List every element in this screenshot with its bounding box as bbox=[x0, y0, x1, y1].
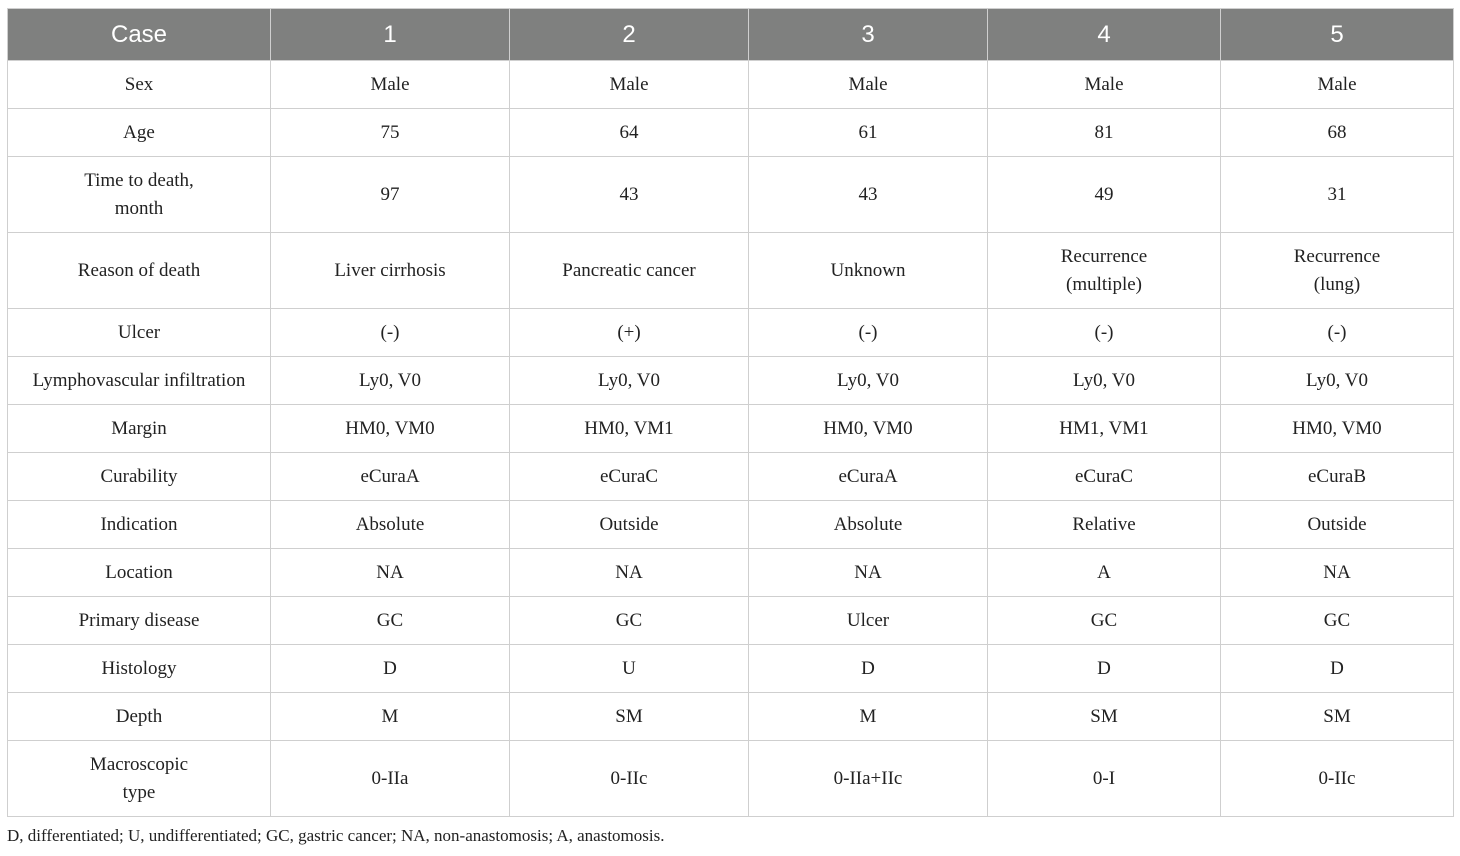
table-cell: NA bbox=[1221, 549, 1454, 597]
row-label-cell: Depth bbox=[8, 693, 271, 741]
table-cell: 61 bbox=[749, 109, 988, 157]
table-cell: Ly0, V0 bbox=[271, 357, 510, 405]
table-cell: D bbox=[271, 645, 510, 693]
table-cell: SM bbox=[988, 693, 1221, 741]
table-cell: 0-IIa bbox=[271, 741, 510, 817]
table-cell: Liver cirrhosis bbox=[271, 233, 510, 309]
table-row bbox=[8, 693, 1454, 741]
table-row bbox=[8, 157, 1454, 233]
table-row bbox=[8, 109, 1454, 157]
table-row bbox=[8, 61, 1454, 109]
table-cell: M bbox=[749, 693, 988, 741]
table-cell: 0-I bbox=[988, 741, 1221, 817]
row-label-cell: Primary disease bbox=[8, 597, 271, 645]
header-row bbox=[8, 9, 1454, 61]
table-cell: 64 bbox=[510, 109, 749, 157]
row-label-cell: Curability bbox=[8, 453, 271, 501]
table-cell: 0-IIa+IIc bbox=[749, 741, 988, 817]
table-cell: 0-IIc bbox=[510, 741, 749, 817]
table-row bbox=[8, 645, 1454, 693]
row-label-cell: Margin bbox=[8, 405, 271, 453]
table-cell: 68 bbox=[1221, 109, 1454, 157]
table-cell: 97 bbox=[271, 157, 510, 233]
table-cell: Male bbox=[1221, 61, 1454, 109]
table-cell: Recurrence (lung) bbox=[1221, 233, 1454, 309]
table-row bbox=[8, 453, 1454, 501]
case-table bbox=[7, 8, 1454, 817]
row-label-cell: Macroscopic type bbox=[8, 741, 271, 817]
table-body bbox=[8, 61, 1454, 817]
row-label-cell: Location bbox=[8, 549, 271, 597]
row-label-cell: Ulcer bbox=[8, 309, 271, 357]
table-cell: Recurrence (multiple) bbox=[988, 233, 1221, 309]
table-cell: HM1, VM1 bbox=[988, 405, 1221, 453]
header-cell-case-1: 1 bbox=[271, 9, 510, 61]
table-cell: 49 bbox=[988, 157, 1221, 233]
table-cell: D bbox=[988, 645, 1221, 693]
table-cell: GC bbox=[988, 597, 1221, 645]
table-header bbox=[8, 9, 1454, 61]
table-cell: Pancreatic cancer bbox=[510, 233, 749, 309]
table-cell: U bbox=[510, 645, 749, 693]
table-cell: Ulcer bbox=[749, 597, 988, 645]
table-row bbox=[8, 357, 1454, 405]
table-cell: D bbox=[1221, 645, 1454, 693]
table-cell: Ly0, V0 bbox=[988, 357, 1221, 405]
table-cell: (-) bbox=[271, 309, 510, 357]
table-cell: HM0, VM1 bbox=[510, 405, 749, 453]
header-cell-case-2: 2 bbox=[510, 9, 749, 61]
table-cell: eCuraA bbox=[749, 453, 988, 501]
table-cell: Male bbox=[988, 61, 1221, 109]
header-cell-case-3: 3 bbox=[749, 9, 988, 61]
table-cell: Ly0, V0 bbox=[1221, 357, 1454, 405]
table-cell: 43 bbox=[510, 157, 749, 233]
table-cell: Outside bbox=[510, 501, 749, 549]
table-cell: eCuraA bbox=[271, 453, 510, 501]
table-cell: Male bbox=[510, 61, 749, 109]
row-label-cell: Sex bbox=[8, 61, 271, 109]
table-cell: eCuraC bbox=[510, 453, 749, 501]
row-label-cell: Indication bbox=[8, 501, 271, 549]
row-label-cell: Reason of death bbox=[8, 233, 271, 309]
header-cell-case: Case bbox=[8, 9, 271, 61]
table-cell: NA bbox=[749, 549, 988, 597]
table-cell: A bbox=[988, 549, 1221, 597]
table-cell: Ly0, V0 bbox=[749, 357, 988, 405]
table-cell: SM bbox=[1221, 693, 1454, 741]
table-cell: 31 bbox=[1221, 157, 1454, 233]
table-row bbox=[8, 233, 1454, 309]
table-cell: (-) bbox=[988, 309, 1221, 357]
header-cell-case-4: 4 bbox=[988, 9, 1221, 61]
row-label-cell: Histology bbox=[8, 645, 271, 693]
table-cell: Outside bbox=[1221, 501, 1454, 549]
table-cell: 43 bbox=[749, 157, 988, 233]
row-label-cell: Time to death, month bbox=[8, 157, 271, 233]
table-cell: GC bbox=[510, 597, 749, 645]
table-cell: Unknown bbox=[749, 233, 988, 309]
table-cell: HM0, VM0 bbox=[271, 405, 510, 453]
table-cell: eCuraB bbox=[1221, 453, 1454, 501]
table-footnote: D, differentiated; U, undifferentiated; GC, gastric cancer; NA, non-anastomosis; A, anastomosis. bbox=[7, 826, 665, 845]
table-cell: (-) bbox=[1221, 309, 1454, 357]
table-cell: (+) bbox=[510, 309, 749, 357]
table-cell: HM0, VM0 bbox=[1221, 405, 1454, 453]
table-cell: SM bbox=[510, 693, 749, 741]
table-cell: GC bbox=[1221, 597, 1454, 645]
table-cell: 81 bbox=[988, 109, 1221, 157]
table-cell: Absolute bbox=[271, 501, 510, 549]
table-cell: GC bbox=[271, 597, 510, 645]
table-cell: D bbox=[749, 645, 988, 693]
table-cell: (-) bbox=[749, 309, 988, 357]
table-cell: Male bbox=[749, 61, 988, 109]
table-cell: 75 bbox=[271, 109, 510, 157]
table-cell: Relative bbox=[988, 501, 1221, 549]
row-label-cell: Lymphovascular infiltration bbox=[8, 357, 271, 405]
table-cell: NA bbox=[510, 549, 749, 597]
header-cell-case-5: 5 bbox=[1221, 9, 1454, 61]
table-cell: M bbox=[271, 693, 510, 741]
case-table-container bbox=[7, 8, 1453, 817]
table-cell: Ly0, V0 bbox=[510, 357, 749, 405]
table-row bbox=[8, 597, 1454, 645]
table-cell: NA bbox=[271, 549, 510, 597]
table-cell: 0-IIc bbox=[1221, 741, 1454, 817]
table-row bbox=[8, 741, 1454, 817]
table-cell: eCuraC bbox=[988, 453, 1221, 501]
table-cell: HM0, VM0 bbox=[749, 405, 988, 453]
table-row bbox=[8, 405, 1454, 453]
table-row bbox=[8, 501, 1454, 549]
table-cell: Male bbox=[271, 61, 510, 109]
table-row bbox=[8, 309, 1454, 357]
table-row bbox=[8, 549, 1454, 597]
table-cell: Absolute bbox=[749, 501, 988, 549]
row-label-cell: Age bbox=[8, 109, 271, 157]
